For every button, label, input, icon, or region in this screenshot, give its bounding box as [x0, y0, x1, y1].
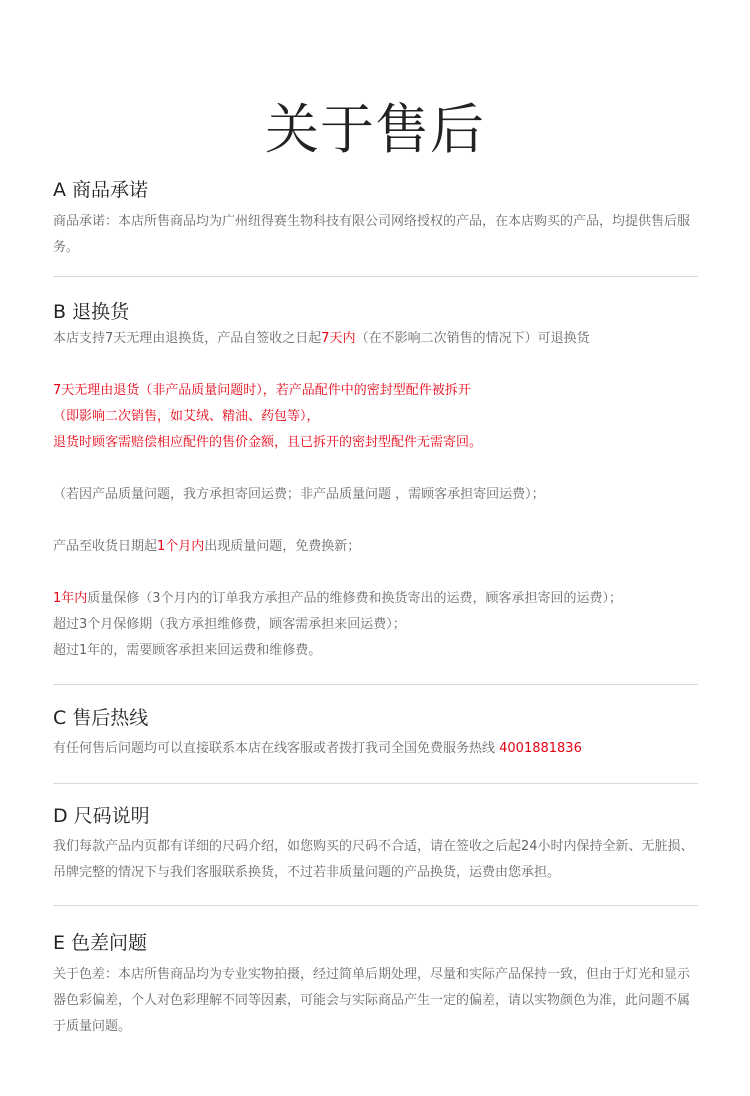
warranty-text: 质量保修（3个月内的订单我方承担产品的维修费和换货寄出的运费，顾客承担寄回的运费）；: [87, 591, 623, 606]
divider: [53, 684, 698, 685]
divider: [53, 905, 698, 906]
section-heading: B 退换货: [53, 301, 130, 323]
hotline-line: [53, 736, 698, 762]
page-title: 关于售后: [265, 98, 485, 162]
warranty-over-1-year-line: 超过1年的，需要顾客承担来回运费和维修费。: [53, 643, 322, 658]
section-product-promise: [53, 177, 698, 261]
returns-period-highlight: 7天内: [321, 331, 356, 346]
returns-warning-line: 7天无理由退货（非产品质量问题时），若产品配件中的密封型配件被拆开: [53, 383, 471, 398]
divider: [53, 783, 698, 784]
section-heading: A 商品承诺: [53, 179, 149, 201]
returns-warning-line: （即影响二次销售，如艾绒、精油、药包等），: [53, 409, 320, 424]
section-text: 关于色差：本店所售商品均为专业实物拍摄，经过简单后期处理，尽量和实际产品保持一致，但由于灯光和显示器色彩偏差，个人对色彩理解不同等因素，可能会与实际商品产生一定的偏差，请以实物颜色为准，此问题不属于质量问题。: [53, 967, 691, 1034]
warranty-period-highlight: 1年内: [53, 591, 88, 606]
section-heading: C 售后热线: [53, 707, 149, 729]
returns-condition-text: （在不影响二次销售的情况下）可退换货: [355, 331, 590, 346]
divider: [53, 276, 698, 277]
returns-policy-text: 本店支持7天无理由退换货，产品自签收之日起: [53, 331, 322, 346]
exchange-period-highlight: 1个月内: [157, 539, 205, 554]
hotline-number: 4001881836: [499, 741, 582, 756]
section-returns: [53, 299, 698, 664]
section-heading: E 色差问题: [53, 932, 148, 954]
section-size-guide: [53, 803, 698, 886]
hotline-text: 有任何售后问题均可以直接联系本店在线客服或者拨打我司全国免费服务热线: [53, 741, 500, 756]
section-text: 我们每款产品内页都有详细的尺码介绍，如您购买的尺码不合适，请在签收之后起24小时内保持全新、无脏损、吊牌完整的情况下与我们客服联系换货，不过若非质量问题的产品换货，运费由您承担。: [53, 839, 694, 880]
returns-policy-line: [53, 326, 698, 352]
section-color-difference: [53, 930, 698, 1040]
section-hotline: [53, 705, 698, 762]
shipping-fee-line: （若因产品质量问题，我方承担寄回运费；非产品质量问题 ，需顾客承担寄回运费）；: [53, 487, 545, 502]
returns-warning-line: 退货时顾客需赔偿相应配件的售价金额，且已拆开的密封型配件无需寄回。: [53, 435, 483, 450]
warranty-line: [53, 586, 698, 612]
exchange-text: 产品至收货日期起: [53, 539, 158, 554]
section-heading: D 尺码说明: [53, 805, 150, 827]
warranty-over-3-months-line: 超过3个月保修期（我方承担维修费，顾客需承担来回运费）；: [53, 617, 406, 632]
exchange-condition-text: 出现质量问题，免费换新；: [204, 539, 361, 554]
section-text: 商品承诺：本店所售商品均为广州纽得赛生物科技有限公司网络授权的产品，在本店购买的产品，均提供售后服务。: [53, 214, 691, 255]
exchange-line: [53, 534, 698, 560]
